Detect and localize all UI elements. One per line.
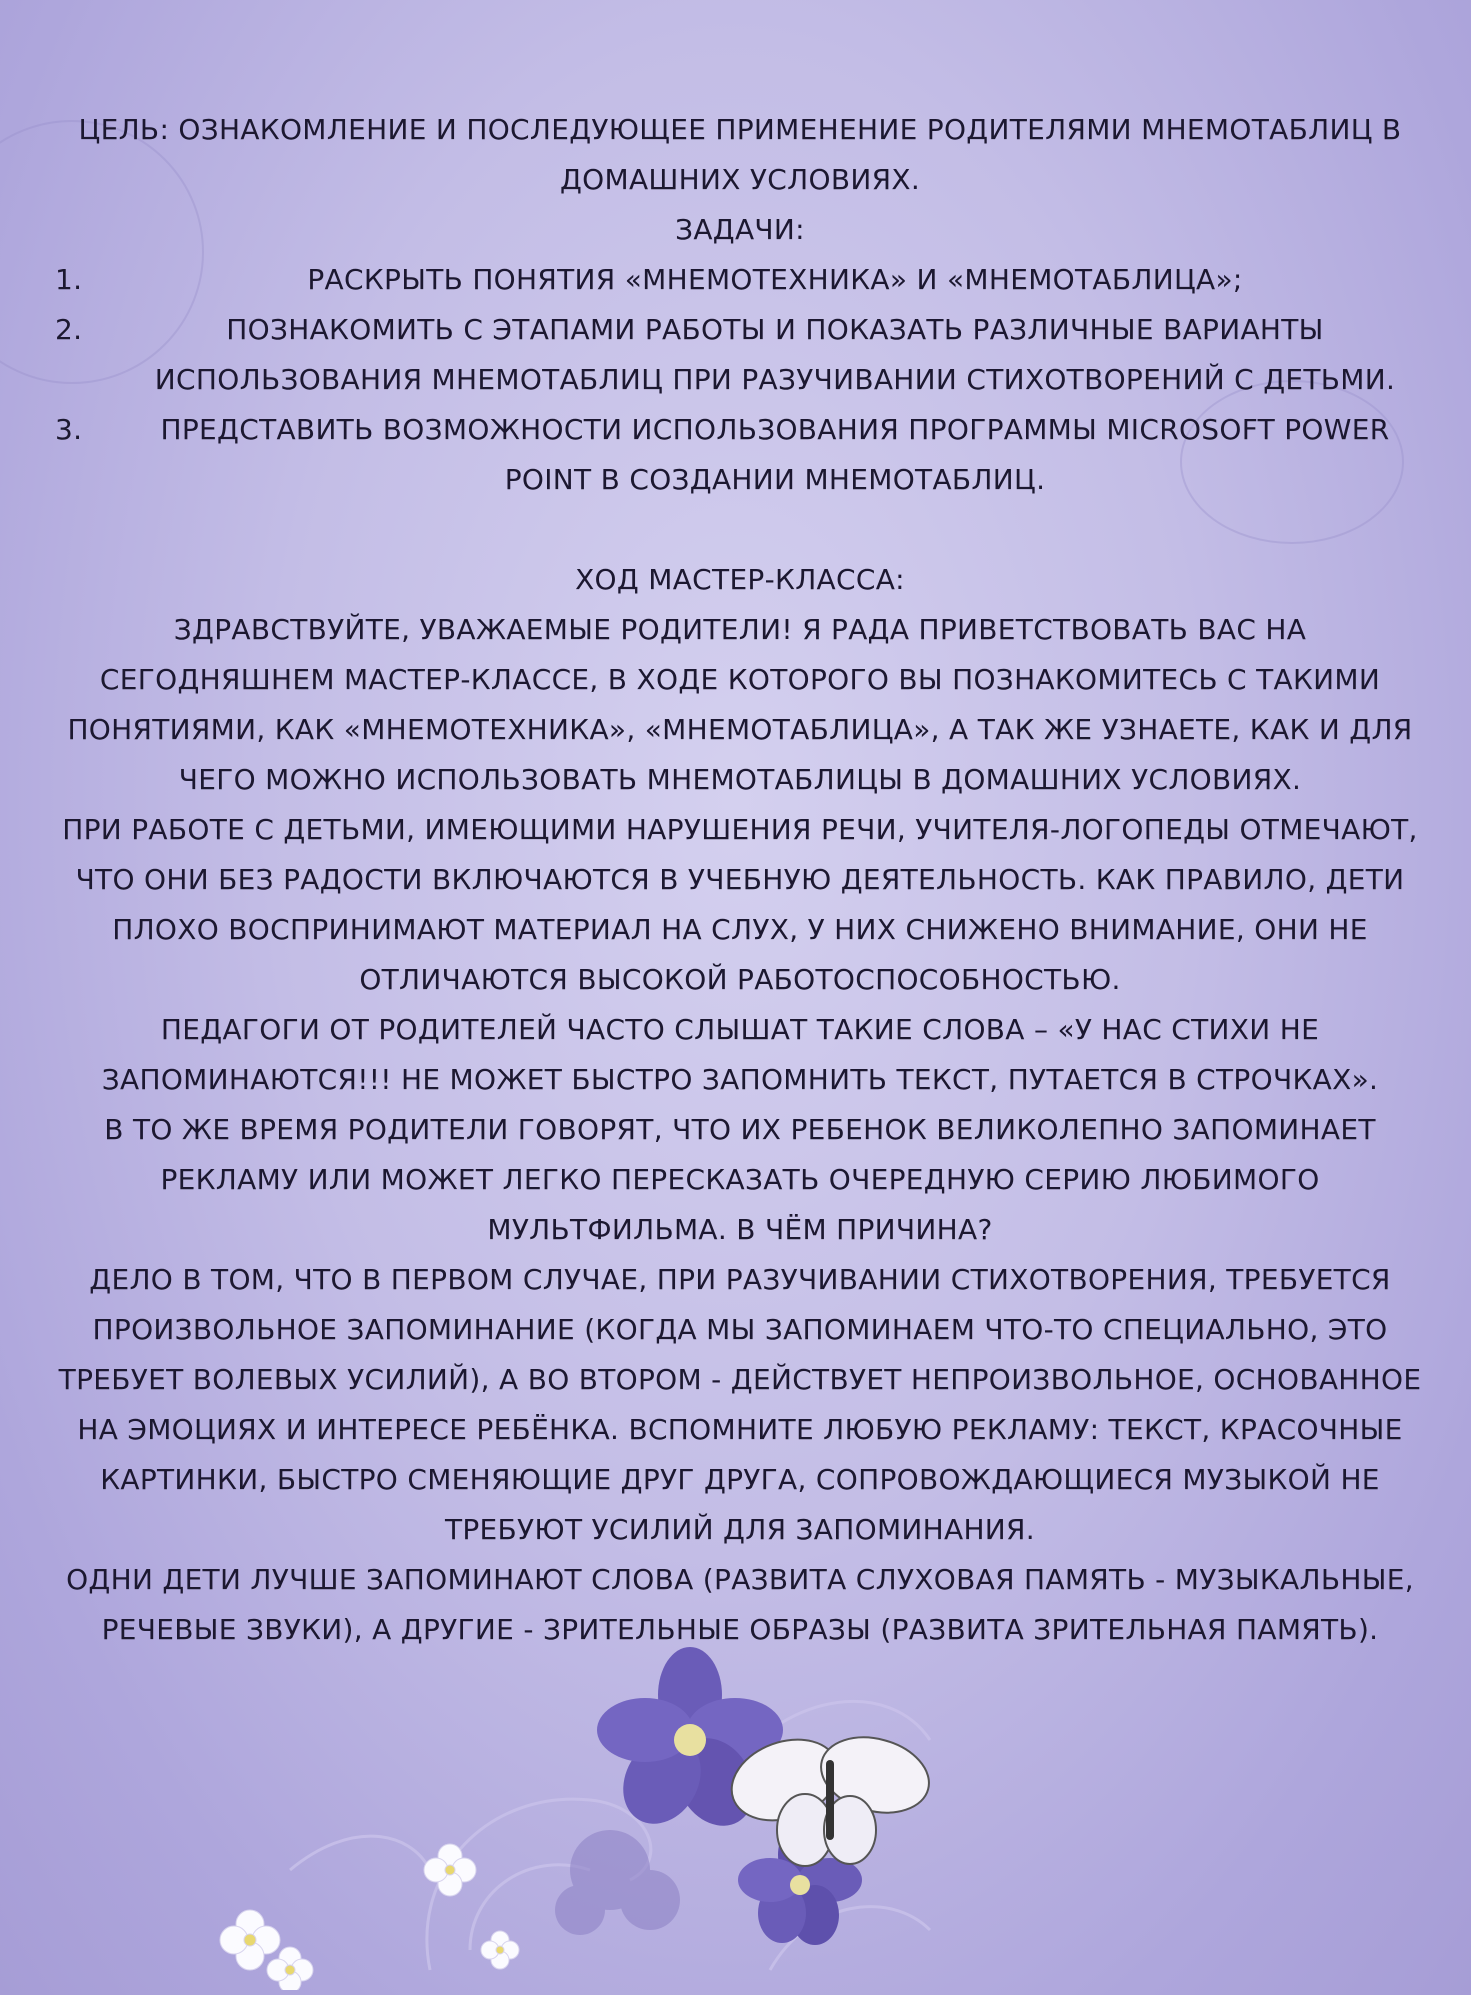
paragraph: ПРИ РАБОТЕ С ДЕТЬМИ, ИМЕЮЩИМИ НАРУШЕНИЯ РЕЧИ, УЧИТЕЛЯ-ЛОГОПЕДЫ ОТМЕЧАЮТ, ЧТО ОНИ БЕЗ РАДОСТИ ВКЛЮЧАЮТСЯ В УЧЕБНУЮ ДЕЯТЕЛЬНОСТЬ. КАК ПРАВИЛО, ДЕТИ ПЛОХО ВОСПРИНИМАЮТ МАТЕРИАЛ НА СЛУХ, У НИХ СНИЖЕНО ВНИМАНИЕ, ОНИ НЕ ОТЛИЧАЮТСЯ ВЫСОКОЙ РАБОТОСПОСОБНОСТЬЮ. [62, 813, 1418, 996]
floral-decoration [170, 1570, 1170, 1990]
paragraph: ЗДРАВСТВУЙТЕ, УВАЖАЕМЫЕ РОДИТЕЛИ! Я РАДА ПРИВЕТСТВОВАТЬ ВАС НА СЕГОДНЯШНЕМ МАСТЕР-КЛАССЕ, В ХОДЕ КОТОРОГО ВЫ ПОЗНАКОМИТЕСЬ С ТАКИМИ ПОНЯТИЯМИ, КАК «МНЕМОТЕХНИКА», «МНЕМОТАБЛИЦА», А ТАК ЖЕ УЗНАЕТЕ, КАК И ДЛЯ ЧЕГО МОЖНО ИСПОЛЬЗОВАТЬ МНЕМОТАБЛИЦЫ В ДОМАШНИХ УСЛОВИЯХ. [67, 613, 1413, 796]
paragraph: ДЕЛО В ТОМ, ЧТО В ПЕРВОМ СЛУЧАЕ, ПРИ РАЗУЧИВАНИИ СТИХОТВОРЕНИЯ, ТРЕБУЕТСЯ ПРОИЗВОЛЬНОЕ ЗАПОМИНАНИЕ (КОГДА МЫ ЗАПОМИНАЕМ ЧТО-ТО СПЕЦИАЛЬНО, ЭТО ТРЕБУЕТ ВОЛЕВЫХ УСИЛИЙ), А ВО ВТОРОМ - ДЕЙСТВУЕТ НЕПРОИЗВОЛЬНОЕ, ОСНОВАННОЕ НА ЭМОЦИЯХ И ИНТЕРЕСЕ РЕБЁНКА. ВСПОМНИТЕ ЛЮБУЮ РЕКЛАМУ: ТЕКСТ, КРАСОЧНЫЕ КАРТИНКИ, БЫСТРО СМЕНЯЮЩИЕ ДРУГ ДРУГА, СОПРОВОЖДАЮЩИЕСЯ МУЗЫКОЙ НЕ ТРЕБУЮТ УСИЛИЙ ДЛЯ ЗАПОМИНАНИЯ. [58, 1263, 1422, 1546]
task-text: РАСКРЫТЬ ПОНЯТИЯ «МНЕМОТЕХНИКА» И «МНЕМОТАБЛИЦА»; [307, 263, 1243, 296]
task-item [55, 255, 1425, 305]
tasks-heading: ЗАДАЧИ: [675, 213, 805, 246]
task-text: ПРЕДСТАВИТЬ ВОЗМОЖНОСТИ ИСПОЛЬЗОВАНИЯ ПРОГРАММЫ MICROSOFT POWER POINT В СОЗДАНИИ МНЕМОТАБЛИЦ. [160, 413, 1390, 496]
task-number: 2. [55, 313, 83, 346]
paragraph: ПЕДАГОГИ ОТ РОДИТЕЛЕЙ ЧАСТО СЛЫШАТ ТАКИЕ СЛОВА – «У НАС СТИХИ НЕ ЗАПОМИНАЮТСЯ!!! НЕ МОЖЕТ БЫСТРО ЗАПОМНИТЬ ТЕКСТ, ПУТАЕТСЯ В СТРОЧКАХ». [101, 1013, 1379, 1096]
document-body [55, 105, 1425, 1655]
task-number: 3. [55, 413, 83, 446]
course-heading: ХОД МАСТЕР-КЛАССА: [575, 563, 905, 596]
paragraph: В ТО ЖЕ ВРЕМЯ РОДИТЕЛИ ГОВОРЯТ, ЧТО ИХ РЕБЕНОК ВЕЛИКОЛЕПНО ЗАПОМИНАЕТ РЕКЛАМУ ИЛИ МОЖЕТ ЛЕГКО ПЕРЕСКАЗАТЬ ОЧЕРЕДНУЮ СЕРИЮ ЛЮБИМОГО МУЛЬТФИЛЬМА. В ЧЁМ ПРИЧИНА? [104, 1113, 1376, 1246]
task-item [55, 405, 1425, 505]
white-flower-icon [220, 1844, 519, 1990]
task-item [55, 305, 1425, 405]
goal-text: ЦЕЛЬ: ОЗНАКОМЛЕНИЕ И ПОСЛЕДУЮЩЕЕ ПРИМЕНЕНИЕ РОДИТЕЛЯМИ МНЕМОТАБЛИЦ В ДОМАШНИХ УСЛОВИЯХ. [78, 113, 1402, 196]
task-text: ПОЗНАКОМИТЬ С ЭТАПАМИ РАБОТЫ И ПОКАЗАТЬ РАЗЛИЧНЫЕ ВАРИАНТЫ ИСПОЛЬЗОВАНИЯ МНЕМОТАБЛИЦ ПРИ РАЗУЧИВАНИИ СТИХОТВОРЕНИЙ С ДЕТЬМИ. [154, 313, 1396, 396]
paragraph: ОДНИ ДЕТИ ЛУЧШЕ ЗАПОМИНАЮТ СЛОВА (РАЗВИТА СЛУХОВАЯ ПАМЯТЬ - МУЗЫКАЛЬНЫЕ, РЕЧЕВЫЕ ЗВУКИ), А ДРУГИЕ - ЗРИТЕЛЬНЫЕ ОБРАЗЫ (РАЗВИТА ЗРИТЕЛЬНАЯ ПАМЯТЬ). [66, 1563, 1414, 1646]
task-number: 1. [55, 263, 83, 296]
